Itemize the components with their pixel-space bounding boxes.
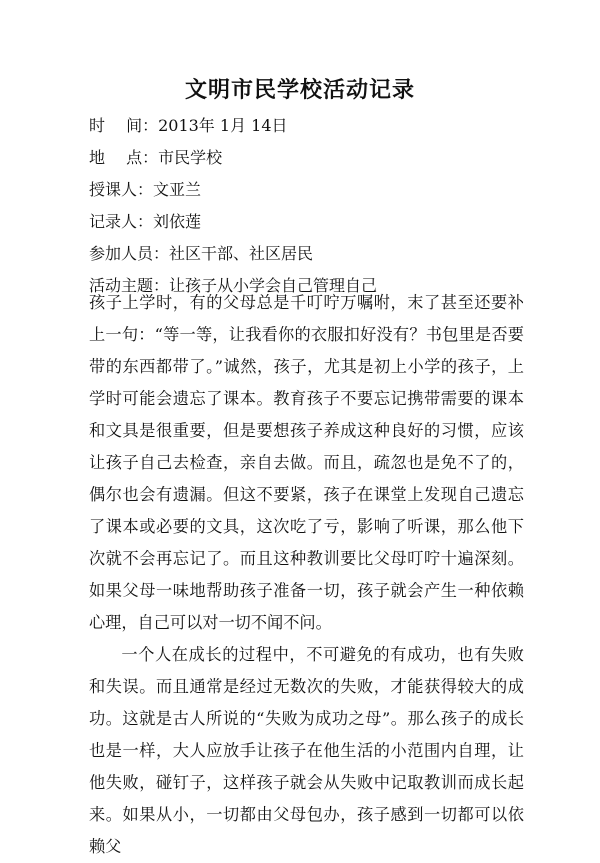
- paragraph: 一个人在成长的过程中，不可避免的有成功，也有失败和失误。而且通常是经过无数次的失败，才能获得较大的成功。这就是古人所说的“失败为成功之母”。那么孩子的成长也是一样，大人应放手让孩子在他生活的小范围内自理，让他失败，碰钉子，这样孩子就会从失败中记取教训而成长起来。如果从小，一切都由父母包办，孩子感到一切都可以依赖父: [89, 645, 524, 856]
- meta-lecturer: 授课人：文亚兰: [89, 180, 202, 199]
- meta-block: [89, 110, 529, 302]
- meta-time: 时 间：2013年 1月 14日: [89, 116, 288, 135]
- body-text: [89, 287, 524, 863]
- meta-location: 地 点：市民学校: [89, 148, 223, 167]
- meta-recorder: 记录人：刘依莲: [89, 212, 202, 231]
- meta-participants: 参加人员：社区干部、社区居民: [89, 244, 314, 263]
- document-title: 文明市民学校活动记录: [184, 78, 415, 103]
- meta-theme: 活动主题：让孩子从小学会自己管理自己: [89, 276, 378, 295]
- paragraph: 孩子上学时，有的父母总是千叮咛万嘱咐，末了甚至还要补上一句：“等一等，让我看你的衣服扣好没有？书包里是否要带的东西都带了。”诚然，孩子，尤其是初上小学的孩子，上学时可能会遗忘了课本。教育孩子不要忘记携带需要的课本和文具是很重要，但是要想孩子养成这种良好的习惯，应该让孩子自己去检查，亲自去做。而且，疏忽也是免不了的，偶尔也会有遗漏。但这不要紧，孩子在课堂上发现自己遗忘了课本或必要的文具，这次吃了亏，影响了听课，那么他下次就不会再忘记了。而且这种教训要比父母叮咛十遍深刻。如果父母一味地帮助孩子准备一切，孩子就会产生一种依赖心理，自己可以对一切不闻不问。: [89, 293, 524, 632]
